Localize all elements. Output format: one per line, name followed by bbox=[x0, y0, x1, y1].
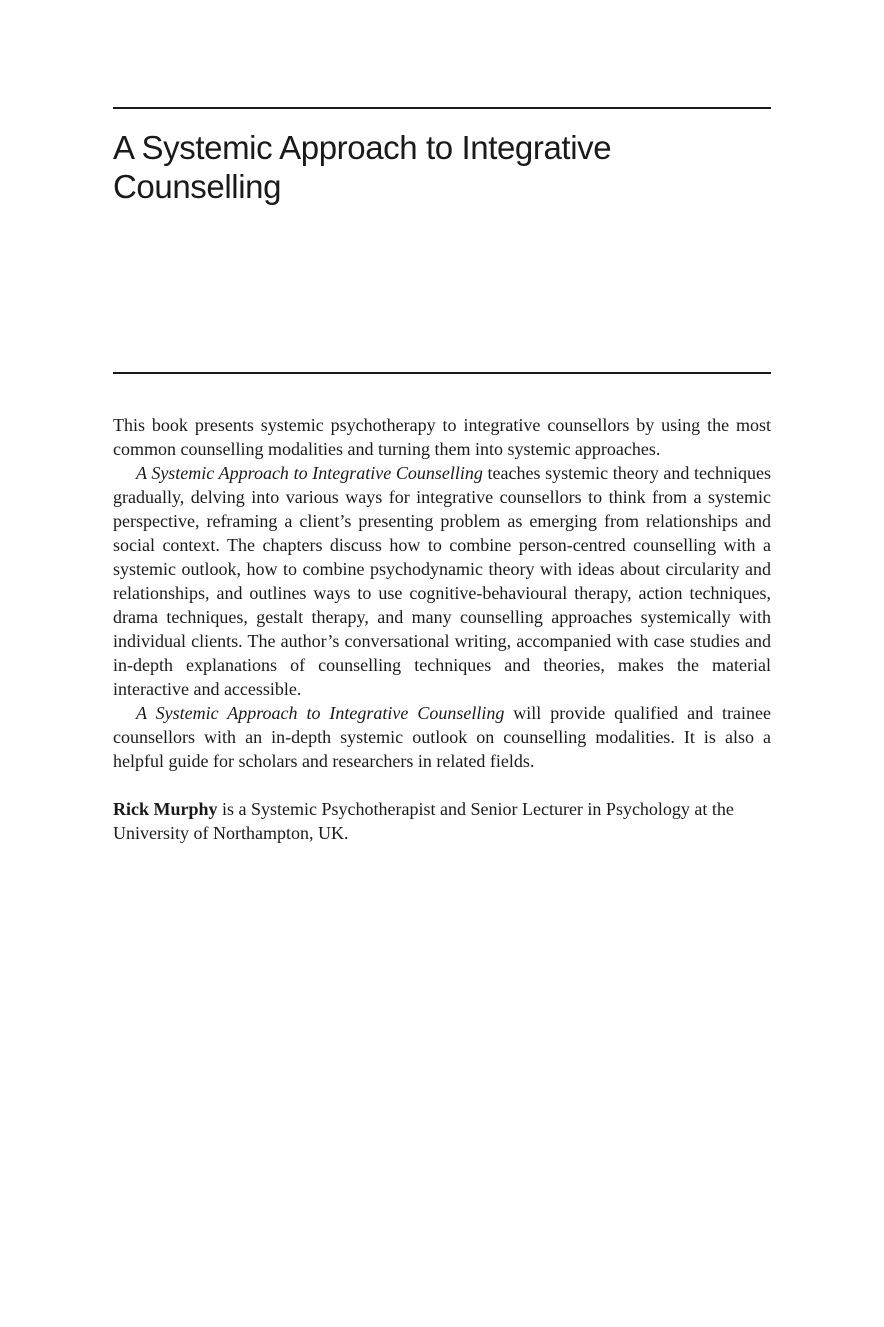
description-paragraph-1: This book presents systemic psychotherapy to integrative counsellors by using the most common counselling modalities and turning them into systemic approaches. bbox=[113, 415, 771, 459]
paragraph-2-body: teaches systemic theory and techniques gradually, delving into various ways for integrative counsellors to think from a systemic perspective, reframing a client’s presenting problem as emerging from relationships and social context. The chapters discuss how to combine person-centred counselling with a systemic outlook, how to combine psychodynamic theory with ideas about circularity and relationships, and outlines ways to use cognitive-behavioural therapy, action techniques, drama techniques, gestalt therapy, and many counselling approaches systemically with individual clients. The author’s conversational writing, accompanied with case studies and in-depth explanations of counselling techniques and theories, makes the material interactive and accessible. bbox=[113, 463, 771, 699]
paragraph-2-italic-title: A Systemic Approach to Integrative Counselling bbox=[136, 463, 483, 483]
book-description bbox=[113, 413, 771, 845]
bottom-rule bbox=[113, 372, 771, 374]
paragraph-3-italic-title: A Systemic Approach to Integrative Counselling bbox=[136, 703, 505, 723]
top-rule bbox=[113, 107, 771, 109]
description-paragraph-3 bbox=[113, 701, 771, 773]
author-bio-text: is a Systemic Psychotherapist and Senior Lecturer in Psychology at the University of Northampton, UK. bbox=[113, 799, 734, 843]
author-bio bbox=[113, 797, 771, 845]
book-title: A Systemic Approach to Integrative Counselling bbox=[113, 129, 612, 205]
description-paragraph-2 bbox=[113, 461, 771, 701]
author-name: Rick Murphy bbox=[113, 799, 218, 819]
paragraph-3-body: will provide qualified and trainee counsellors with an in-depth systemic outlook on counselling modalities. It is also a helpful guide for scholars and researchers in related fields. bbox=[113, 703, 771, 771]
